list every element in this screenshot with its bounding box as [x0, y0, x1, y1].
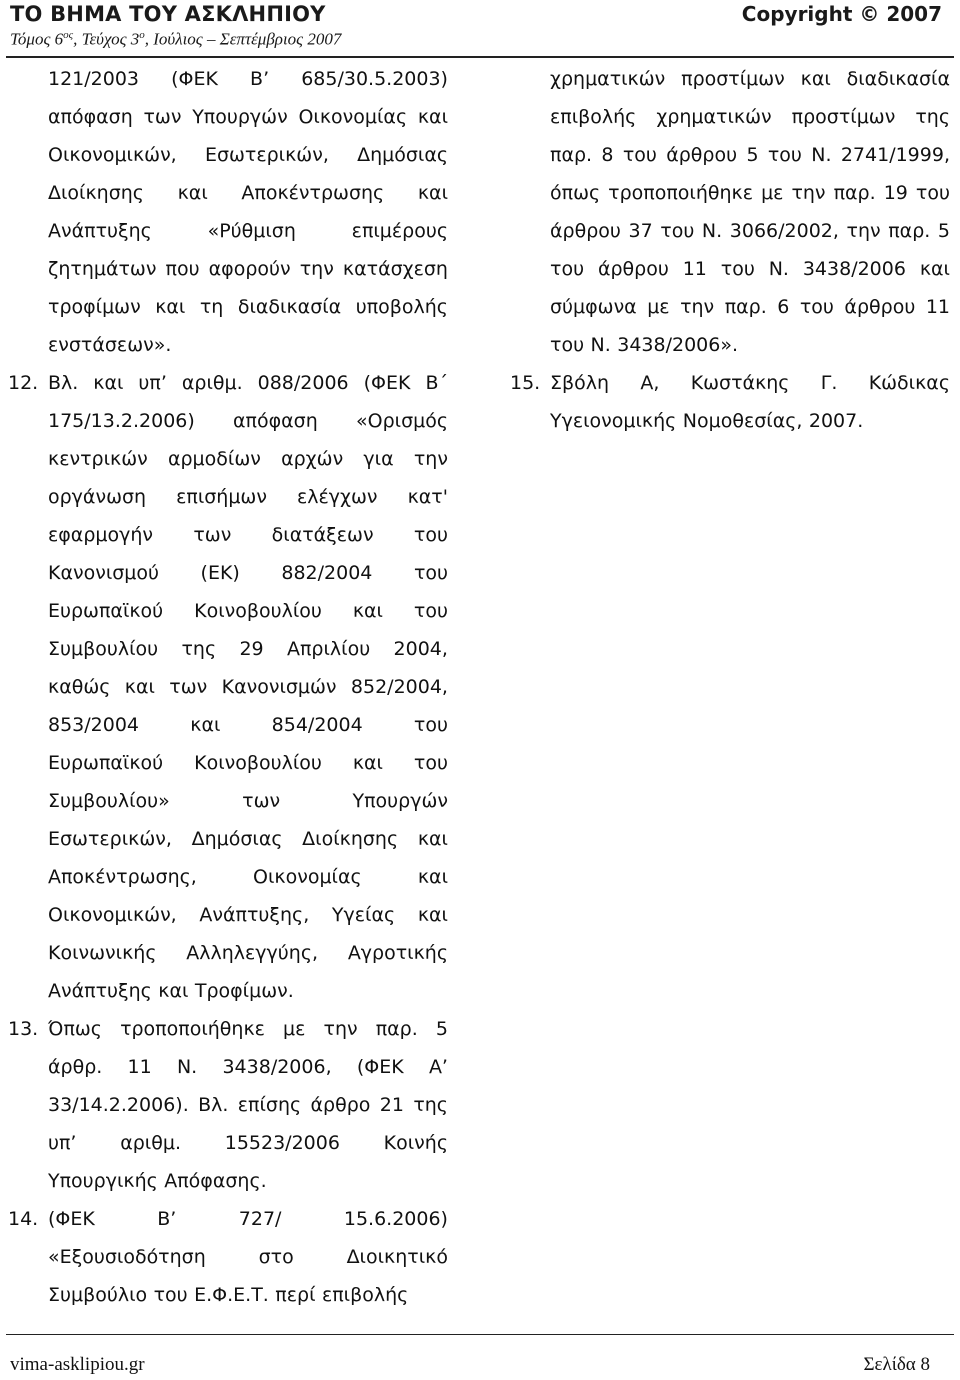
- text-line: [550, 136, 950, 174]
- word: 5: [746, 144, 759, 166]
- word: 175/13.2.2006): [48, 410, 195, 432]
- word: 21: [379, 1094, 404, 1116]
- word: του: [413, 562, 448, 584]
- word: Γ.: [820, 372, 838, 394]
- word: Συμβουλίου: [48, 638, 159, 660]
- text-line: [48, 326, 448, 364]
- text-line: [48, 212, 448, 250]
- word: «Ορισμός: [356, 410, 448, 432]
- word: στο: [258, 1246, 294, 1268]
- word: 853/2004: [48, 714, 140, 736]
- word: τροφίμων: [48, 296, 141, 318]
- word: παρ.: [833, 182, 876, 204]
- word: Ανάπτυξης: [48, 220, 152, 242]
- word: Αλληλεγγύης,: [186, 942, 319, 964]
- word: Κανονισμού: [48, 562, 160, 584]
- word: χρηματικών: [656, 106, 772, 128]
- word: διαδικασία: [846, 68, 950, 90]
- word: την: [299, 258, 334, 280]
- word: της: [915, 106, 950, 128]
- word: παρ.: [375, 1018, 418, 1040]
- word: την: [323, 1018, 358, 1040]
- footnote-number: 14.: [8, 1208, 39, 1230]
- word: επισήμων: [176, 486, 267, 508]
- word: 854/2004: [271, 714, 363, 736]
- word: χρηματικών: [550, 68, 666, 90]
- word: Δημόσιας: [357, 144, 448, 166]
- word: 11: [127, 1056, 152, 1078]
- word: του: [550, 334, 585, 356]
- footnote-number: 12.: [8, 372, 39, 394]
- word: άρθρο: [310, 1094, 371, 1116]
- word: με: [761, 182, 784, 204]
- text-line: [550, 288, 950, 326]
- word: και: [158, 980, 189, 1002]
- word: Οικονομικών,: [48, 144, 177, 166]
- word: Βλ.: [48, 372, 79, 394]
- text-line: [48, 972, 448, 1010]
- text-line: [48, 1086, 448, 1124]
- word: Υγειονομικής: [550, 410, 677, 432]
- word: άρθρου: [666, 144, 738, 166]
- word: διαδικασία: [237, 296, 342, 318]
- footnote-number: 13.: [8, 1018, 39, 1040]
- word: Νομοθεσίας,: [682, 410, 803, 432]
- word: Διοικητικό: [346, 1246, 448, 1268]
- text-line: [48, 1276, 448, 1314]
- text-line: [550, 60, 950, 98]
- word: 19: [883, 182, 908, 204]
- word: 11: [682, 258, 707, 280]
- word: Τροφίμων.: [194, 980, 294, 1002]
- word: και: [417, 828, 448, 850]
- word: και: [417, 106, 448, 128]
- word: 29: [239, 638, 264, 660]
- word: του: [622, 144, 657, 166]
- word: Β΄: [425, 372, 448, 394]
- word: για: [363, 448, 394, 470]
- word: την: [846, 220, 881, 242]
- text-line: [48, 98, 448, 136]
- word: και: [177, 182, 208, 204]
- word: Ν.: [811, 144, 832, 166]
- text-line: [48, 706, 448, 744]
- issue-volume: Τόμος 6: [10, 29, 64, 49]
- word: σύμφωνα: [550, 296, 637, 318]
- word: Απριλίου: [286, 638, 371, 660]
- issue-volume-suffix: ος: [63, 29, 74, 41]
- word: περί: [275, 1284, 316, 1306]
- word: Διοίκησης: [302, 828, 399, 850]
- word: Βλ.: [198, 1094, 229, 1116]
- text-line: [550, 174, 950, 212]
- left-column: [8, 60, 448, 1314]
- word: όπως: [550, 182, 601, 204]
- footnote: [48, 60, 448, 364]
- footnote: [8, 1010, 448, 1200]
- text-line: [48, 858, 448, 896]
- footnote-number: 15.: [510, 372, 541, 394]
- word: επιβολής: [550, 106, 637, 128]
- issue-number-suffix: ο: [139, 29, 145, 41]
- word: προστίμων: [791, 106, 896, 128]
- word: Αποκέντρωσης,: [48, 866, 197, 888]
- word: κεντρικών: [48, 448, 148, 470]
- footnote: [510, 364, 950, 440]
- word: του: [915, 182, 950, 204]
- word: και: [919, 258, 950, 280]
- word: την: [680, 296, 715, 318]
- word: Υπουργών: [192, 106, 288, 128]
- word: 2741/1999,: [840, 144, 950, 166]
- word: 11: [925, 296, 950, 318]
- text-line: [550, 364, 950, 402]
- text-line: [48, 288, 448, 326]
- word: «Εξουσιοδότηση: [48, 1246, 206, 1268]
- word: 685/30.5.2003): [301, 68, 448, 90]
- word: επιβολής: [321, 1284, 409, 1306]
- word: των: [169, 676, 208, 698]
- word: ζητημάτων: [48, 258, 157, 280]
- text-line: [550, 98, 950, 136]
- word: Κώδικας: [868, 372, 950, 394]
- text-line: [48, 440, 448, 478]
- word: Ν.: [768, 258, 789, 280]
- word: την: [413, 448, 448, 470]
- word: Ανάπτυξης,: [199, 904, 310, 926]
- word: κατάσχεση: [342, 258, 448, 280]
- footnote: [8, 364, 448, 1010]
- text-line: [48, 668, 448, 706]
- word: (ΦΕΚ: [356, 1056, 404, 1078]
- text-line: [48, 592, 448, 630]
- page-header: [0, 0, 960, 60]
- word: άρθρου: [844, 296, 916, 318]
- word: Οικονομίας: [253, 866, 362, 888]
- word: οργάνωση: [48, 486, 147, 508]
- word: παρ.: [550, 144, 593, 166]
- word: του: [413, 714, 448, 736]
- footer-rule: [6, 1334, 954, 1335]
- word: του: [767, 144, 802, 166]
- word: με: [283, 1018, 306, 1040]
- word: και: [93, 372, 124, 394]
- word: Οικονομικών,: [48, 904, 177, 926]
- word: (ΦΕΚ: [363, 372, 411, 394]
- word: Ν.: [701, 220, 723, 242]
- word: και: [190, 714, 221, 736]
- journal-title: ΤΟ ΒΗΜΑ ΤΟΥ ΑΣΚΛΗΠΙΟΥ: [10, 2, 326, 26]
- word: των: [143, 106, 182, 128]
- word: Σβόλη: [550, 372, 610, 394]
- word: 3438/2006,: [222, 1056, 332, 1078]
- text-line: [550, 402, 950, 440]
- word: 121/2003: [48, 68, 140, 90]
- word: επίσης: [237, 1094, 302, 1116]
- word: Δημόσιας: [191, 828, 283, 850]
- word: Ν.: [590, 334, 611, 356]
- text-line: [48, 1010, 448, 1048]
- footnote: [8, 1200, 448, 1314]
- word: καθώς: [48, 676, 111, 698]
- word: (ΕΚ): [200, 562, 240, 584]
- text-line: [48, 1162, 448, 1200]
- text-line: [48, 478, 448, 516]
- word: του: [550, 258, 585, 280]
- text-line: [48, 820, 448, 858]
- word: κατ': [407, 486, 448, 508]
- word: υπ’: [138, 372, 167, 394]
- word: και: [352, 600, 383, 622]
- word: Αποκέντρωσης: [241, 182, 385, 204]
- word: Ευρωπαϊκού: [48, 752, 164, 774]
- word: Υγείας: [331, 904, 396, 926]
- word: (ΦΕΚ: [171, 68, 218, 90]
- text-line: [48, 1238, 448, 1276]
- word: Διοίκησης: [48, 182, 144, 204]
- text-line: [48, 744, 448, 782]
- word: Ε.Φ.Ε.Τ.: [194, 1284, 269, 1306]
- text-line: [48, 630, 448, 668]
- word: 5: [435, 1018, 448, 1040]
- word: Απόφασης.: [164, 1170, 267, 1192]
- word: 882/2004: [281, 562, 373, 584]
- word: Υπουργών: [352, 790, 448, 812]
- word: και: [417, 182, 448, 204]
- word: Όπως: [48, 1018, 102, 1040]
- word: επιμέρους: [351, 220, 448, 242]
- issue-info: [10, 29, 341, 50]
- word: του: [413, 600, 448, 622]
- word: 15523/2006: [224, 1132, 340, 1154]
- word: Ανάπτυξης: [48, 980, 152, 1002]
- text-line: [550, 250, 950, 288]
- word: 5: [937, 220, 950, 242]
- text-line: [48, 250, 448, 288]
- footer-page-number: Σελίδα 8: [863, 1354, 930, 1375]
- word: αριθμ.: [181, 372, 243, 394]
- word: του: [799, 296, 834, 318]
- text-line: [48, 782, 448, 820]
- word: των: [193, 524, 232, 546]
- word: των: [242, 790, 281, 812]
- word: και: [417, 904, 448, 926]
- word: Β’: [250, 68, 270, 90]
- word: διατάξεων: [271, 524, 374, 546]
- text-line: [48, 1048, 448, 1086]
- word: αφορούν: [208, 258, 291, 280]
- word: 37: [628, 220, 653, 242]
- word: ενστάσεων».: [48, 334, 172, 356]
- word: και: [155, 296, 186, 318]
- footer-website: vima-asklipiou.gr: [10, 1354, 145, 1375]
- word: Β’: [157, 1208, 177, 1230]
- word: την: [791, 182, 826, 204]
- text-line: [48, 402, 448, 440]
- word: Αγροτικής: [347, 942, 448, 964]
- word: Κοινοβουλίου: [194, 752, 322, 774]
- word: Α,: [640, 372, 660, 394]
- text-line: [48, 60, 448, 98]
- text-line: [48, 1124, 448, 1162]
- word: υποβολής: [355, 296, 448, 318]
- word: 727/: [238, 1208, 282, 1230]
- word: εφαρμογήν: [48, 524, 154, 546]
- word: υπ’: [48, 1132, 77, 1154]
- word: 088/2006: [257, 372, 349, 394]
- word: «Ρύθμιση: [207, 220, 296, 242]
- word: Υπουργικής: [48, 1170, 158, 1192]
- word: παρ.: [724, 296, 767, 318]
- word: Κοινωνικής: [48, 942, 157, 964]
- text-line: [48, 1200, 448, 1238]
- word: αρμοδίων: [167, 448, 261, 470]
- word: άρθρου: [597, 258, 669, 280]
- word: 33/14.2.2006).: [48, 1094, 189, 1116]
- word: και: [352, 752, 383, 774]
- word: τροποποιήθηκε: [120, 1018, 265, 1040]
- word: Κανονισμών: [221, 676, 337, 698]
- word: 3438/2006: [802, 258, 906, 280]
- word: αρχών: [281, 448, 344, 470]
- word: 15.6.2006): [343, 1208, 448, 1230]
- text-line: [48, 896, 448, 934]
- word: που: [165, 258, 200, 280]
- word: 852/2004,: [350, 676, 448, 698]
- word: 3438/2006».: [617, 334, 739, 356]
- word: 8: [601, 144, 614, 166]
- footnote: [550, 60, 950, 364]
- word: τροποποιήθηκε: [608, 182, 754, 204]
- word: άρθρου: [550, 220, 621, 242]
- word: 2004,: [393, 638, 448, 660]
- word: τη: [199, 296, 224, 318]
- word: του: [413, 752, 448, 774]
- text-line: [48, 516, 448, 554]
- word: προστίμων: [681, 68, 785, 90]
- word: του: [720, 258, 755, 280]
- word: 3066/2002,: [729, 220, 839, 242]
- word: ελέγχων: [297, 486, 378, 508]
- word: Ν.: [176, 1056, 198, 1078]
- text-line: [48, 364, 448, 402]
- word: του: [153, 1284, 188, 1306]
- right-column: [510, 60, 950, 440]
- text-line: [48, 174, 448, 212]
- issue-number: , Τεύχος 3: [73, 29, 140, 49]
- word: 6: [777, 296, 790, 318]
- word: Οικονομίας: [298, 106, 408, 128]
- word: Κοινής: [383, 1132, 448, 1154]
- word: του: [413, 524, 448, 546]
- text-line: [48, 934, 448, 972]
- text-line: [550, 326, 950, 364]
- word: Συμβουλίου»: [48, 790, 170, 812]
- word: Εσωτερικών,: [48, 828, 172, 850]
- text-line: [48, 136, 448, 174]
- word: 2007.: [808, 410, 864, 432]
- issue-period: , Ιούλιος – Σεπτέμβριος 2007: [144, 29, 342, 49]
- text-line: [550, 212, 950, 250]
- word: αριθμ.: [120, 1132, 181, 1154]
- word: και: [417, 866, 448, 888]
- word: (ΦΕΚ: [48, 1208, 95, 1230]
- word: Ευρωπαϊκού: [48, 600, 164, 622]
- copyright-notice: Copyright © 2007: [741, 2, 942, 26]
- word: Κωστάκης: [690, 372, 790, 394]
- word: με: [647, 296, 670, 318]
- header-rule: [6, 56, 954, 58]
- word: παρ.: [888, 220, 931, 242]
- word: του: [660, 220, 695, 242]
- text-line: [48, 554, 448, 592]
- word: Εσωτερικών,: [204, 144, 329, 166]
- word: και: [800, 68, 831, 90]
- word: και: [124, 676, 155, 698]
- word: άρθρ.: [48, 1056, 103, 1078]
- word: της: [181, 638, 217, 660]
- word: απόφαση: [233, 410, 318, 432]
- word: Συμβούλιο: [48, 1284, 148, 1306]
- word: Κοινοβουλίου: [194, 600, 322, 622]
- word: της: [413, 1094, 448, 1116]
- word: απόφαση: [48, 106, 133, 128]
- word: Α’: [428, 1056, 448, 1078]
